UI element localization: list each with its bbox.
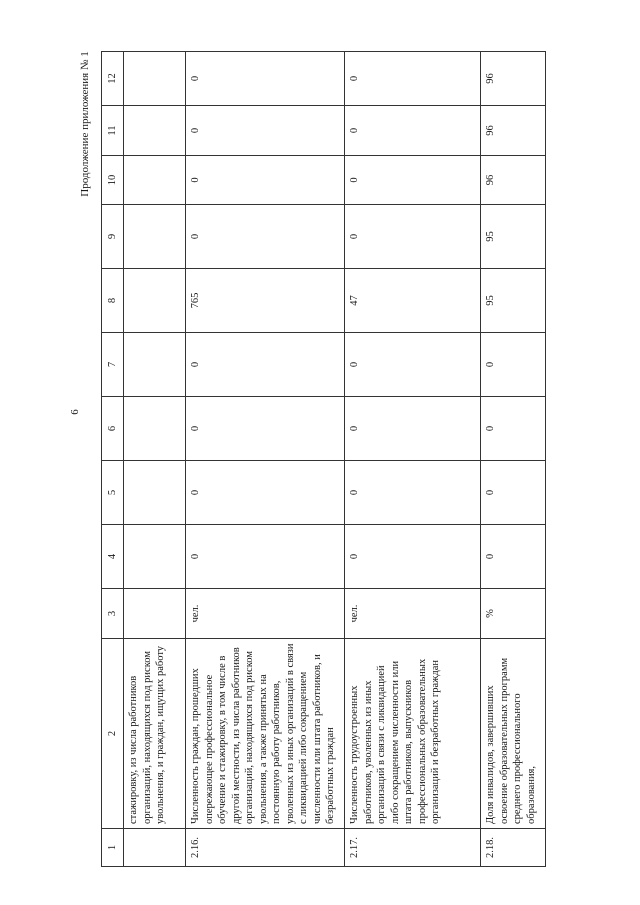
unit-cell: чел. <box>186 589 345 639</box>
column-number: 5 <box>102 461 124 525</box>
value-cell: 95 <box>481 269 546 333</box>
column-number: 7 <box>102 333 124 397</box>
value-cell: 0 <box>345 205 481 269</box>
value-cell <box>124 397 186 461</box>
value-cell <box>124 156 186 205</box>
value-cell <box>124 52 186 106</box>
value-cell: 0 <box>345 106 481 156</box>
value-cell <box>124 333 186 397</box>
value-cell: 0 <box>345 525 481 589</box>
value-cell: 0 <box>186 397 345 461</box>
value-cell: 0 <box>345 52 481 106</box>
column-number: 10 <box>102 156 124 205</box>
value-cell: 0 <box>186 333 345 397</box>
column-number: 3 <box>102 589 124 639</box>
value-cell: 765 <box>186 269 345 333</box>
unit-cell: % <box>481 589 546 639</box>
indicator-name: стажировку, из числа работников организаций, находящихся под риском увольнения, и граждан, ищущих работу <box>124 639 186 829</box>
row-number: 2.17. <box>345 829 481 867</box>
value-cell: 0 <box>345 156 481 205</box>
column-number: 9 <box>102 205 124 269</box>
unit-cell <box>124 589 186 639</box>
column-number: 12 <box>102 52 124 106</box>
indicator-name: Численность трудоустроенных работников, уволенных из иных организаций в связи с ликвидацией либо сокращением численности или штата работников, выпускников профессиональных образовательных организаций и безработных граждан <box>345 639 481 829</box>
value-cell: 96 <box>481 156 546 205</box>
appendix-continuation-note: Продолжение приложения № 1 <box>79 51 91 197</box>
value-cell: 0 <box>481 397 546 461</box>
unit-cell: чел. <box>345 589 481 639</box>
column-number: 6 <box>102 397 124 461</box>
column-number: 4 <box>102 525 124 589</box>
value-cell: 0 <box>481 333 546 397</box>
column-number: 8 <box>102 269 124 333</box>
table-row <box>124 52 186 867</box>
value-cell: 0 <box>186 461 345 525</box>
value-cell: 0 <box>345 461 481 525</box>
value-cell: 0 <box>481 525 546 589</box>
row-number <box>124 829 186 867</box>
value-cell: 96 <box>481 106 546 156</box>
value-cell: 0 <box>186 156 345 205</box>
column-number: 11 <box>102 106 124 156</box>
value-cell: 0 <box>345 397 481 461</box>
value-cell: 0 <box>481 461 546 525</box>
value-cell: 0 <box>186 525 345 589</box>
value-cell: 47 <box>345 269 481 333</box>
column-number: 2 <box>102 639 124 829</box>
value-cell: 0 <box>186 52 345 106</box>
row-number: 2.18. <box>481 829 546 867</box>
data-table <box>101 51 546 867</box>
value-cell <box>124 461 186 525</box>
rotated-table-container <box>101 52 545 867</box>
indicator-name: Численность граждан, прошедших опережающее профессиональное обучение и стажировку, в том числе в другой местности, из числа работников организаций, находящихся под риском увольнения, а также принятых на постоянную работу работников, уволенных из иных организаций в связи с ликвидацией либо сокращением численности или штата работников, и безработных граждан <box>186 639 345 829</box>
value-cell: 0 <box>345 333 481 397</box>
table-row <box>481 52 546 867</box>
row-number: 2.16. <box>186 829 345 867</box>
value-cell: 96 <box>481 52 546 106</box>
column-number-row <box>102 52 124 867</box>
indicator-name: Доля инвалидов, завершивших освоение образовательных программ среднего профессионального образования, <box>481 639 546 829</box>
table-row <box>186 52 345 867</box>
value-cell <box>124 525 186 589</box>
column-number: 1 <box>102 829 124 867</box>
page-number: 6 <box>69 409 81 415</box>
value-cell: 95 <box>481 205 546 269</box>
value-cell: 0 <box>186 106 345 156</box>
value-cell: 0 <box>186 205 345 269</box>
value-cell <box>124 205 186 269</box>
table-row <box>345 52 481 867</box>
value-cell <box>124 106 186 156</box>
value-cell <box>124 269 186 333</box>
